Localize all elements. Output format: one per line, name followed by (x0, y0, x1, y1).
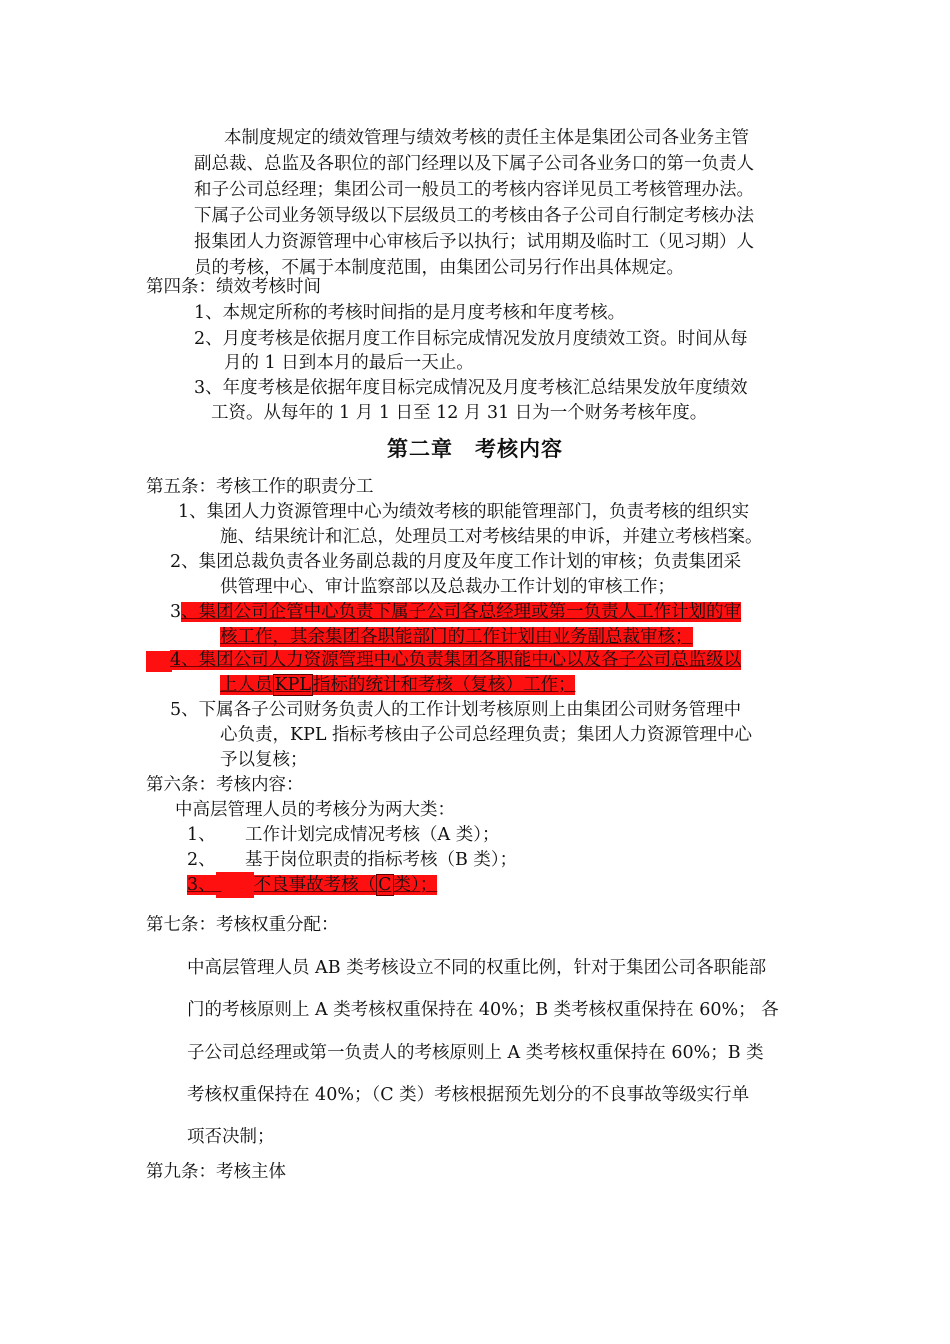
chapter-number: 第二章 (387, 437, 453, 461)
article7-line-2: 门的考核原则上 A 类考核权重保持在 40%；B 类考核权重保持在 60%； 各 (187, 1000, 779, 1020)
article7-line-1: 中高层管理人员 AB 类考核设立不同的权重比例，针对于集团公司各职能部 (187, 958, 767, 978)
article5-item4-line2 (220, 672, 575, 698)
article5-item4-line1 (170, 647, 741, 673)
article5-item3-line1 (170, 599, 741, 625)
article9-title: 第九条：考核主体 (146, 1162, 286, 1182)
article4-item3-line1: 3、年度考核是依据年度目标完成情况及月度考核汇总结果发放年度绩效 (194, 378, 748, 398)
article5-item2-line2: 供管理中心、审计监察部以及总裁办工作计划的审核工作； (220, 577, 675, 597)
c-boxed-text: C (378, 875, 392, 895)
chapter-title: 考核内容 (475, 437, 563, 461)
article4-item2-line1: 2、月度考核是依据月度工作目标完成情况发放月度绩效工资。时间从每 (194, 329, 748, 349)
article5-item4-highlight-2a: 上人员 (220, 675, 273, 695)
article5-item1-line2: 施、结果统计和汇总，处理员工对考核结果的申诉，并建立考核档案。 (220, 527, 763, 547)
article6-intro: 中高层管理人员的考核分为两大类： (175, 800, 455, 820)
article6-item-c-line (187, 872, 437, 898)
article6-item-c-gap (216, 872, 254, 898)
article5-item4-highlight: 4、集团公司人力资源管理中心负责集团各职能中心以及各子公司总监级以 (170, 650, 742, 670)
article7-line-5: 项否决制； (187, 1127, 275, 1147)
intro-line-5: 报集团人力资源管理中心审核后予以执行；试用期及临时工（见习期）人 (194, 232, 754, 252)
article7-title: 第七条：考核权重分配： (146, 915, 339, 935)
article5-item4-highlight-2b: 指标的统计和考核（复核）工作； (312, 675, 576, 695)
article7-line-4: 考核权重保持在 40%；（C 类）考核根据预先划分的不良事故等级实行单 (187, 1085, 750, 1105)
article6-item-a-number: 1、 (187, 825, 216, 845)
intro-line-2: 副总裁、总监及各职位的部门经理以及下属子公司各业务口的第一负责人 (194, 154, 754, 174)
kpl-boxed-text: KPL (274, 675, 311, 695)
article5-item3-highlight: 、集团公司企管中心负责下属子公司各总经理或第一负责人工作计划的审 (181, 602, 742, 622)
chapter-heading (0, 434, 950, 464)
article4-item3-line2: 工资。从每年的 1 月 1 日至 12 月 31 日为一个财务考核年度。 (211, 403, 708, 423)
article5-title: 第五条：考核工作的职责分工 (146, 477, 374, 497)
article5-item1-line1: 1、集团人力资源管理中心为绩效考核的职能管理部门，负责考核的组织实 (178, 502, 750, 522)
article4-title: 第四条：绩效考核时间 (146, 277, 321, 297)
article6-item-c-text-a: 不良事故考核（ (253, 875, 377, 895)
article6-title: 第六条：考核内容： (146, 775, 304, 795)
intro-line-3: 和子公司总经理；集团公司一般员工的考核内容详见员工考核管理办法。 (194, 180, 754, 200)
article5-item3-number: 3 (170, 602, 182, 622)
article5-item3-highlight-2: 核工作，其余集团各职能部门的工作计划由业务副总裁审核； (220, 627, 693, 647)
article6-item-a-text: 工作计划完成情况考核（A 类）； (245, 825, 500, 845)
article5-item4-highlight-lead (146, 651, 172, 672)
article5-item5-line1: 5、下属各子公司财务负责人的工作计划考核原则上由集团公司财务管理中 (170, 700, 742, 720)
article6-item-b-number: 2、 (187, 850, 216, 870)
article6-item-c-text-b: 类）； (393, 875, 438, 895)
article6-item-c-number: 3、 (187, 875, 216, 895)
intro-line-6: 员的考核，不属于本制度范围，由集团公司另行作出具体规定。 (194, 258, 684, 278)
article7-line-3: 子公司总经理或第一负责人的考核原则上 A 类考核权重保持在 60%；B 类 (187, 1043, 764, 1063)
intro-line-4: 下属子公司业务领导级以下层级员工的考核由各子公司自行制定考核办法 (194, 206, 754, 226)
article4-item2-line2: 月的 1 日到本月的最后一天止。 (224, 353, 474, 373)
article5-item5-line2: 心负责，KPL 指标考核由子公司总经理负责；集团人力资源管理中心 (220, 725, 753, 745)
article5-item2-line1: 2、集团总裁负责各业务副总裁的月度及年度工作计划的审核；负责集团采 (170, 552, 742, 572)
intro-line-1: 本制度规定的绩效管理与绩效考核的责任主体是集团公司各业务主管 (224, 128, 749, 148)
article4-item1: 1、本规定所称的考核时间指的是月度考核和年度考核。 (194, 303, 626, 323)
article6-item-b-text: 基于岗位职责的指标考核（B 类）； (245, 850, 518, 870)
article5-item5-line3: 予以复核； (220, 750, 308, 770)
